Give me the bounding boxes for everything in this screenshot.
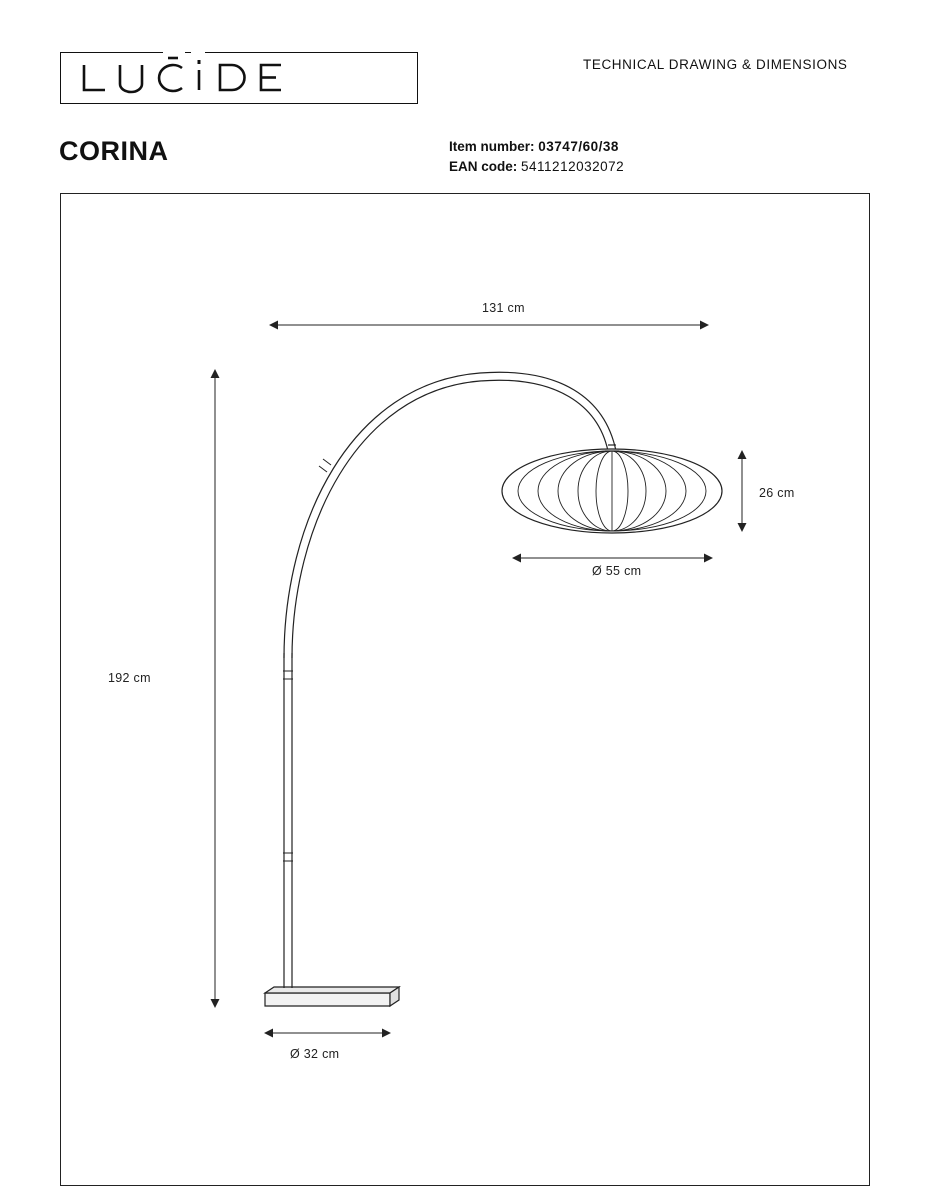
ean-code-value: 5411212032072 bbox=[521, 159, 625, 174]
dimension-label-shade-diameter: Ø 55 cm bbox=[592, 564, 642, 578]
ean-code-label: EAN code: bbox=[449, 159, 518, 174]
lucide-logo-icon bbox=[60, 52, 418, 104]
item-number bbox=[449, 139, 619, 154]
item-number-label: Item number: bbox=[449, 139, 535, 154]
ean-code bbox=[449, 159, 624, 174]
dimension-label-width-total: 131 cm bbox=[482, 301, 525, 315]
dimension-label-base-diameter: Ø 32 cm bbox=[290, 1047, 340, 1061]
technical-drawing bbox=[60, 193, 870, 1186]
header-title: TECHNICAL DRAWING & DIMENSIONS bbox=[583, 57, 848, 72]
dimension-label-shade-height: 26 cm bbox=[759, 486, 795, 500]
lamp-pole bbox=[283, 653, 293, 988]
page-title: CORINA bbox=[59, 136, 169, 166]
item-number-value: 03747/60/38 bbox=[538, 139, 619, 154]
lamp-shade bbox=[502, 445, 722, 533]
lamp-base bbox=[265, 987, 399, 1006]
dimension-label-total-height: 192 cm bbox=[108, 671, 151, 685]
